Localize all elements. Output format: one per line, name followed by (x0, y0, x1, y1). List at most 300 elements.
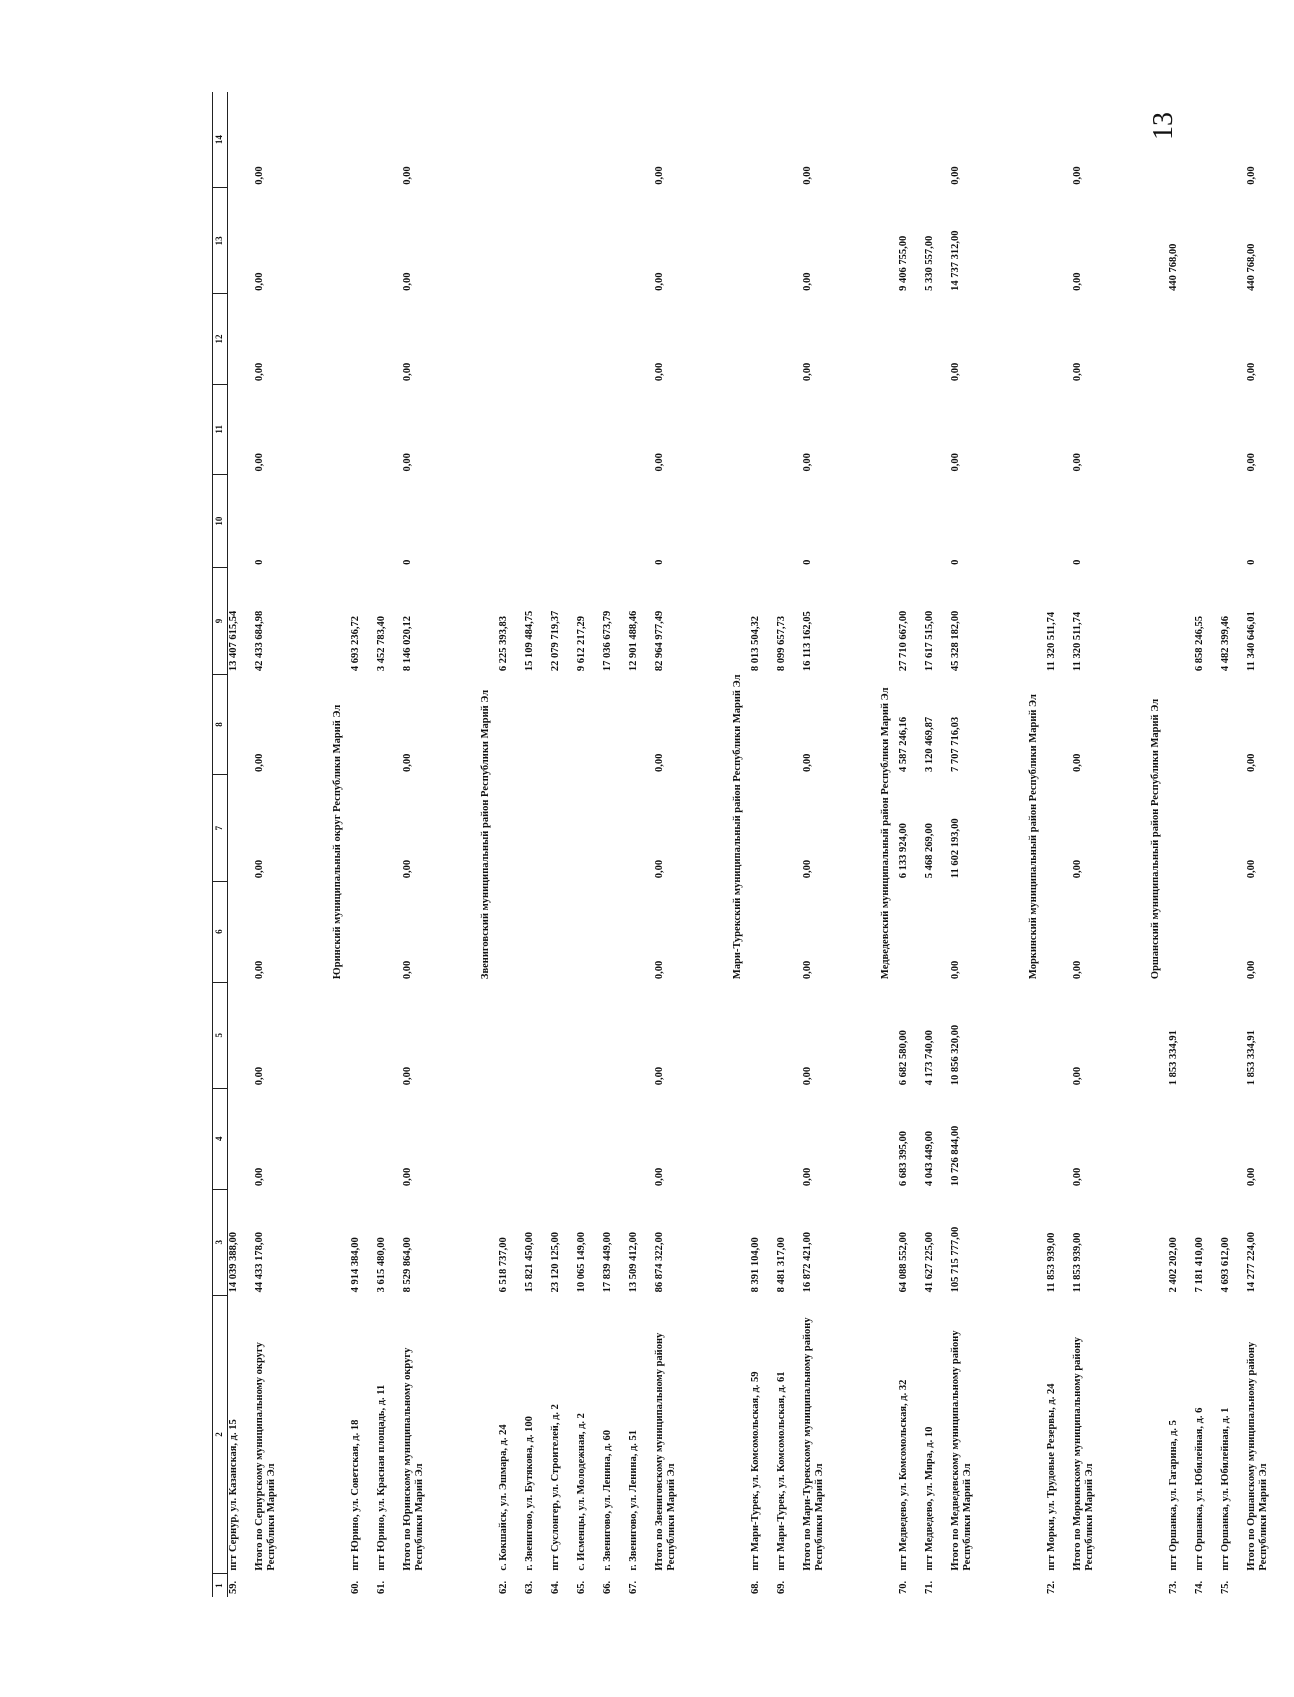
address-cell: г. Звенигово, ул. Бутякова, д. 100 (524, 1416, 535, 1571)
total-label: Итого по Моркинскому муниципальному району Республики Марий Эл (1072, 1336, 1095, 1571)
value-cell-14 (376, 92, 402, 188)
value-cell-7 (628, 775, 654, 881)
value-cell-9: 9 612 217,29 (576, 615, 587, 672)
value-cell-8 (750, 674, 776, 775)
value-cell-14 (602, 92, 628, 188)
row-number: 73. (1168, 1580, 1179, 1594)
value-cell-6 (524, 881, 550, 982)
value-cell-3: 11 853 939,00 (1072, 1232, 1083, 1293)
column-header: 5 (213, 982, 228, 1088)
value-cell-6: 0,00 (1072, 960, 1083, 980)
value-cell-10 (628, 474, 654, 567)
value-cell-11 (1194, 384, 1220, 474)
row-number: 75. (1220, 1580, 1231, 1594)
value-cell-5 (1046, 982, 1072, 1088)
table-row (524, 92, 550, 1597)
value-cell-11 (1168, 384, 1194, 474)
value-cell-4 (350, 1088, 376, 1189)
value-cell-4: 0,00 (254, 1167, 265, 1187)
value-cell-8 (498, 674, 524, 775)
value-cell-3: 4 914 384,00 (350, 1237, 361, 1293)
value-cell-3: 17 839 449,00 (602, 1232, 613, 1293)
value-cell-12 (924, 294, 950, 384)
column-header: 8 (213, 674, 228, 775)
value-cell-11: 0,00 (1246, 453, 1257, 472)
value-cell-12 (750, 294, 776, 384)
value-cell-14 (776, 92, 802, 188)
section-title: Мари-Турекский муниципальный район Республики Марий Эл (732, 674, 743, 980)
section-spacer (302, 982, 350, 1597)
value-cell-11 (750, 384, 776, 474)
value-cell-9: 13 407 615,54 (228, 610, 239, 672)
value-cell-11: 0,00 (802, 453, 813, 472)
value-cell-13: 0,00 (802, 272, 813, 291)
value-cell-5 (550, 982, 576, 1088)
value-cell-6 (550, 881, 576, 982)
column-header: 13 (213, 188, 228, 294)
row-number (950, 1574, 998, 1597)
value-cell-9: 6 225 393,83 (498, 615, 509, 672)
value-cell-6 (628, 881, 654, 982)
value-cell-6 (750, 881, 776, 982)
value-cell-5 (776, 982, 802, 1088)
value-cell-12: 0,00 (950, 362, 961, 382)
column-header: 1 (213, 1574, 228, 1597)
value-cell-9: 8 013 504,32 (750, 615, 761, 672)
value-cell-10 (498, 474, 524, 567)
value-cell-10: 0 (1246, 559, 1257, 565)
value-cell-3: 8 529 864,00 (402, 1237, 413, 1293)
address-cell: пгт Суслонгер, ул. Строителей, д. 2 (550, 1404, 561, 1571)
value-cell-4: 10 726 844,00 (950, 1125, 961, 1187)
table-row (228, 92, 255, 1597)
value-cell-8: 0,00 (1072, 753, 1083, 772)
value-cell-5: 1 853 334,91 (1168, 1030, 1179, 1086)
address-cell: пгт Медведево, ул. Комсомольская, д. 32 (898, 1379, 909, 1571)
row-number: 61. (376, 1580, 387, 1594)
value-cell-4 (376, 1088, 402, 1189)
value-cell-10 (228, 474, 255, 567)
value-cell-8 (1168, 674, 1194, 775)
section-heading-row (1120, 92, 1168, 1597)
row-number: 65. (576, 1580, 587, 1594)
value-cell-10 (524, 474, 550, 567)
section-spacer (1120, 982, 1168, 1597)
address-cell: пгт Медведево, ул. Мира, д. 10 (924, 1426, 935, 1571)
value-cell-13 (1220, 188, 1246, 294)
value-cell-5 (628, 982, 654, 1088)
value-cell-4 (1168, 1088, 1194, 1189)
value-cell-12 (628, 294, 654, 384)
value-cell-13: 14 737 312,00 (950, 230, 961, 291)
value-cell-9: 15 109 484,75 (524, 610, 535, 672)
section-title: Моркинский муниципальный район Республики Марий Эл (1028, 694, 1039, 980)
value-cell-10: 0 (950, 559, 961, 565)
value-cell-7 (776, 775, 802, 881)
value-cell-4 (550, 1088, 576, 1189)
address-cell: г. Звенигово, ул. Ленина, д. 60 (602, 1429, 613, 1571)
value-cell-11 (524, 384, 550, 474)
section-spacer (998, 982, 1046, 1597)
section-heading-row (998, 92, 1046, 1597)
value-cell-8 (1194, 674, 1220, 775)
value-cell-14: 0,00 (254, 166, 265, 185)
value-cell-13 (776, 188, 802, 294)
value-cell-11 (924, 384, 950, 474)
value-cell-7: 5 468 269,00 (924, 823, 935, 879)
value-cell-5 (350, 982, 376, 1088)
value-cell-7 (376, 775, 402, 881)
value-cell-14 (924, 92, 950, 188)
value-cell-12 (576, 294, 602, 384)
value-cell-6 (1220, 881, 1246, 982)
value-cell-7: 0,00 (802, 859, 813, 879)
value-cell-10 (1168, 474, 1194, 567)
total-row (802, 92, 850, 1597)
value-cell-6 (576, 881, 602, 982)
address-cell: пгт Мари-Турек, ул. Комсомольская, д. 59 (750, 1371, 761, 1571)
value-cell-11 (550, 384, 576, 474)
row-number: 60. (350, 1580, 361, 1594)
section-title: Звениговский муниципальный район Республики Марий Эл (480, 689, 491, 980)
value-cell-11: 0,00 (254, 453, 265, 472)
value-cell-11 (498, 384, 524, 474)
total-label: Итого по Оршанскому муниципальному району Республики Марий Эл (1246, 1341, 1269, 1571)
row-number: 63. (524, 1580, 535, 1594)
value-cell-4 (524, 1088, 550, 1189)
total-row (1246, 92, 1294, 1597)
value-cell-10 (350, 474, 376, 567)
value-cell-10 (576, 474, 602, 567)
value-cell-9: 27 710 667,00 (898, 610, 909, 672)
value-cell-13: 440 768,00 (1168, 243, 1179, 291)
value-cell-14 (1046, 92, 1072, 188)
value-cell-8 (1046, 674, 1072, 775)
value-cell-12 (524, 294, 550, 384)
value-cell-12: 0,00 (654, 362, 665, 382)
value-cell-5: 0,00 (1072, 1066, 1083, 1086)
column-header: 9 (213, 568, 228, 674)
row-number: 68. (750, 1580, 761, 1594)
value-cell-14 (1194, 92, 1220, 188)
table-row (498, 92, 524, 1597)
value-cell-10 (550, 474, 576, 567)
value-cell-11 (602, 384, 628, 474)
value-cell-14: 0,00 (802, 166, 813, 185)
value-cell-12 (602, 294, 628, 384)
value-cell-8 (576, 674, 602, 775)
value-cell-9: 11 320 511,74 (1072, 611, 1083, 672)
section-title: Медведевский муниципальный район Республики Марий Эл (880, 687, 891, 980)
value-cell-9: 6 858 246,55 (1194, 615, 1205, 672)
value-cell-11 (1046, 384, 1072, 474)
value-cell-12 (376, 294, 402, 384)
table-row (1220, 92, 1246, 1597)
value-cell-7: 0,00 (1072, 859, 1083, 879)
value-cell-14: 0,00 (654, 166, 665, 185)
column-header: 3 (213, 1189, 228, 1295)
value-cell-8 (776, 674, 802, 775)
value-cell-3: 3 615 480,00 (376, 1237, 387, 1293)
value-cell-11: 0,00 (654, 453, 665, 472)
value-cell-10 (776, 474, 802, 567)
value-cell-7 (1220, 775, 1246, 881)
value-cell-8 (350, 674, 376, 775)
value-cell-6 (376, 881, 402, 982)
column-header-row (213, 92, 228, 1597)
value-cell-5: 4 173 740,00 (924, 1030, 935, 1086)
value-cell-7: 0,00 (254, 859, 265, 879)
value-cell-3: 7 181 410,00 (1194, 1237, 1205, 1293)
value-cell-12 (1168, 294, 1194, 384)
value-cell-14 (898, 92, 924, 188)
address-cell: пгт Морки, ул. Трудовые Резервы, д. 24 (1046, 1383, 1057, 1571)
address-cell: пгт Мари-Турек, ул. Комсомольская, д. 61 (776, 1371, 787, 1571)
value-cell-7: 0,00 (1246, 859, 1257, 879)
total-label: Итого по Юринскому муниципальному округу Республики Марий Эл (402, 1347, 425, 1571)
value-cell-13: 0,00 (654, 272, 665, 291)
table-row (898, 92, 924, 1597)
section-heading-row (850, 92, 898, 1597)
value-cell-3: 44 433 178,00 (254, 1232, 265, 1293)
value-cell-4 (776, 1088, 802, 1189)
value-cell-13: 440 768,00 (1246, 243, 1257, 291)
value-cell-6: 0,00 (950, 960, 961, 980)
column-header: 11 (213, 384, 228, 474)
value-cell-8: 0,00 (1246, 753, 1257, 772)
value-cell-9: 12 901 488,46 (628, 610, 639, 672)
value-cell-3: 8 391 104,00 (750, 1237, 761, 1293)
column-header: 6 (213, 881, 228, 982)
value-cell-13 (1046, 188, 1072, 294)
value-cell-8 (376, 674, 402, 775)
row-number (802, 1574, 850, 1597)
value-cell-3: 14 277 224,00 (1246, 1232, 1257, 1293)
value-cell-5: 0,00 (802, 1066, 813, 1086)
value-cell-13 (750, 188, 776, 294)
section-heading-row (450, 92, 498, 1597)
value-cell-6 (776, 881, 802, 982)
value-cell-4 (602, 1088, 628, 1189)
table-row (750, 92, 776, 1597)
row-number: 72. (1046, 1580, 1057, 1594)
table-row (376, 92, 402, 1597)
value-cell-4 (628, 1088, 654, 1189)
value-cell-3: 6 518 737,00 (498, 1237, 509, 1293)
value-cell-3: 105 715 777,00 (950, 1226, 961, 1293)
value-cell-10 (898, 474, 924, 567)
address-cell: с. Кокшайск, ул. Эшмара, д. 24 (498, 1424, 509, 1571)
value-cell-10: 0 (654, 559, 665, 565)
value-cell-10: 0 (254, 559, 265, 565)
row-number: 66. (602, 1580, 613, 1594)
row-number: 70. (898, 1580, 909, 1594)
value-cell-14 (1168, 92, 1194, 188)
value-cell-13 (576, 188, 602, 294)
value-cell-11: 0,00 (402, 453, 413, 472)
value-cell-8: 4 587 246,16 (898, 716, 909, 772)
value-cell-3: 23 120 125,00 (550, 1232, 561, 1293)
value-cell-4 (1220, 1088, 1246, 1189)
value-cell-14 (498, 92, 524, 188)
value-cell-8: 0,00 (402, 753, 413, 772)
value-cell-12 (776, 294, 802, 384)
value-cell-3: 15 821 450,00 (524, 1232, 535, 1293)
value-cell-3: 2 402 202,00 (1168, 1237, 1179, 1293)
row-number: 74. (1194, 1580, 1205, 1594)
value-cell-7: 0,00 (402, 859, 413, 879)
value-cell-10 (1220, 474, 1246, 567)
column-header: 2 (213, 1295, 228, 1573)
total-label: Итого по Звениговскому муниципальному району Республики Марий Эл (654, 1332, 677, 1571)
value-cell-9: 8 146 020,12 (402, 615, 413, 672)
value-cell-4 (1046, 1088, 1072, 1189)
value-cell-12 (1220, 294, 1246, 384)
value-cell-11 (776, 384, 802, 474)
value-cell-12 (550, 294, 576, 384)
value-cell-3: 8 481 317,00 (776, 1237, 787, 1293)
section-heading-row (702, 92, 750, 1597)
row-number (402, 1574, 450, 1597)
value-cell-12 (1194, 294, 1220, 384)
value-cell-13 (550, 188, 576, 294)
value-cell-9: 8 099 657,73 (776, 615, 787, 672)
value-cell-13: 0,00 (402, 272, 413, 291)
total-row (1072, 92, 1120, 1597)
address-cell: с. Исменцы, ул. Молодежная, д. 2 (576, 1413, 587, 1571)
value-cell-13: 5 330 557,00 (924, 235, 935, 291)
value-cell-6: 0,00 (254, 960, 265, 980)
value-cell-10 (924, 474, 950, 567)
value-cell-3: 11 853 939,00 (1046, 1232, 1057, 1293)
table-row (576, 92, 602, 1597)
section-title: Юринский муниципальный округ Республики Марий Эл (332, 704, 343, 980)
value-cell-8: 7 707 716,03 (950, 716, 961, 772)
value-cell-9: 16 113 162,05 (802, 611, 813, 672)
value-cell-11: 0,00 (1072, 453, 1083, 472)
value-cell-12: 0,00 (254, 362, 265, 382)
value-cell-13 (376, 188, 402, 294)
table-body (228, 92, 1294, 1597)
total-label: Итого по Сернурскому муниципальному округу Республики Марий Эл (254, 1342, 277, 1571)
value-cell-6 (1046, 881, 1072, 982)
value-cell-8 (1220, 674, 1246, 775)
value-cell-5 (750, 982, 776, 1088)
table-row (350, 92, 376, 1597)
value-cell-10 (750, 474, 776, 567)
value-cell-5: 10 856 320,00 (950, 1024, 961, 1086)
value-cell-11 (628, 384, 654, 474)
value-cell-6: 0,00 (802, 960, 813, 980)
value-cell-7 (228, 775, 255, 881)
row-number (1246, 1574, 1294, 1597)
value-cell-8: 3 120 469,87 (924, 716, 935, 772)
table-row (924, 92, 950, 1597)
value-cell-14 (1220, 92, 1246, 188)
address-cell: пгт Юрино, ул. Красная площадь, д. 11 (376, 1384, 387, 1571)
value-cell-3: 4 693 612,00 (1220, 1237, 1231, 1293)
value-cell-4: 0,00 (1246, 1167, 1257, 1187)
value-cell-5 (524, 982, 550, 1088)
value-cell-5: 1 853 334,91 (1246, 1030, 1257, 1086)
row-number (254, 1574, 302, 1597)
value-cell-5 (1194, 982, 1220, 1088)
row-number: 64. (550, 1580, 561, 1594)
column-header: 10 (213, 474, 228, 567)
total-row (402, 92, 450, 1597)
page-number: 13 (1148, 112, 1179, 140)
value-cell-7 (576, 775, 602, 881)
value-cell-6 (1194, 881, 1220, 982)
value-cell-9: 17 617 515,00 (924, 610, 935, 672)
value-cell-8 (602, 674, 628, 775)
section-heading-row (302, 92, 350, 1597)
row-number: 69. (776, 1580, 787, 1594)
value-cell-12: 0,00 (402, 362, 413, 382)
value-cell-7 (550, 775, 576, 881)
value-cell-8: 0,00 (254, 753, 265, 772)
value-cell-12: 0,00 (1072, 362, 1083, 382)
column-header: 12 (213, 294, 228, 384)
value-cell-4: 6 683 395,00 (898, 1131, 909, 1187)
value-cell-9: 11 320 511,74 (1046, 611, 1057, 672)
value-cell-13 (498, 188, 524, 294)
value-cell-13 (524, 188, 550, 294)
value-cell-8 (524, 674, 550, 775)
value-cell-13: 0,00 (254, 272, 265, 291)
value-cell-3: 14 039 388,00 (228, 1232, 239, 1293)
value-cell-14: 0,00 (1246, 166, 1257, 185)
table-row (1168, 92, 1194, 1597)
value-cell-12 (228, 294, 255, 384)
value-cell-13 (350, 188, 376, 294)
value-cell-6 (498, 881, 524, 982)
value-cell-3: 10 065 149,00 (576, 1232, 587, 1293)
value-cell-11 (376, 384, 402, 474)
column-header: 7 (213, 775, 228, 881)
value-cell-5: 6 682 580,00 (898, 1030, 909, 1086)
value-cell-10: 0 (402, 559, 413, 565)
value-cell-11 (576, 384, 602, 474)
value-cell-6 (924, 881, 950, 982)
value-cell-8 (628, 674, 654, 775)
value-cell-10 (376, 474, 402, 567)
section-spacer (850, 982, 898, 1597)
data-table (212, 92, 1294, 1597)
value-cell-7: 6 133 924,00 (898, 823, 909, 879)
value-cell-13 (602, 188, 628, 294)
value-cell-5: 0,00 (654, 1066, 665, 1086)
column-header: 4 (213, 1088, 228, 1189)
address-cell: пгт Оршанка, ул. Юбилейная, д. 1 (1220, 1407, 1231, 1571)
value-cell-3: 41 627 225,00 (924, 1232, 935, 1293)
value-cell-3: 16 872 421,00 (802, 1232, 813, 1293)
value-cell-11 (350, 384, 376, 474)
value-cell-4: 4 043 449,00 (924, 1131, 935, 1187)
value-cell-10 (1194, 474, 1220, 567)
row-number: 67. (628, 1580, 639, 1594)
value-cell-13: 0,00 (1072, 272, 1083, 291)
section-spacer (702, 982, 750, 1597)
value-cell-4 (498, 1088, 524, 1189)
value-cell-14 (350, 92, 376, 188)
value-cell-4: 0,00 (654, 1167, 665, 1187)
table-row (1194, 92, 1220, 1597)
total-label: Итого по Медведевскому муниципальному району Республики Марий Эл (950, 1330, 973, 1571)
row-number (654, 1574, 702, 1597)
value-cell-14: 0,00 (1072, 166, 1083, 185)
value-cell-9: 22 079 719,37 (550, 610, 561, 672)
